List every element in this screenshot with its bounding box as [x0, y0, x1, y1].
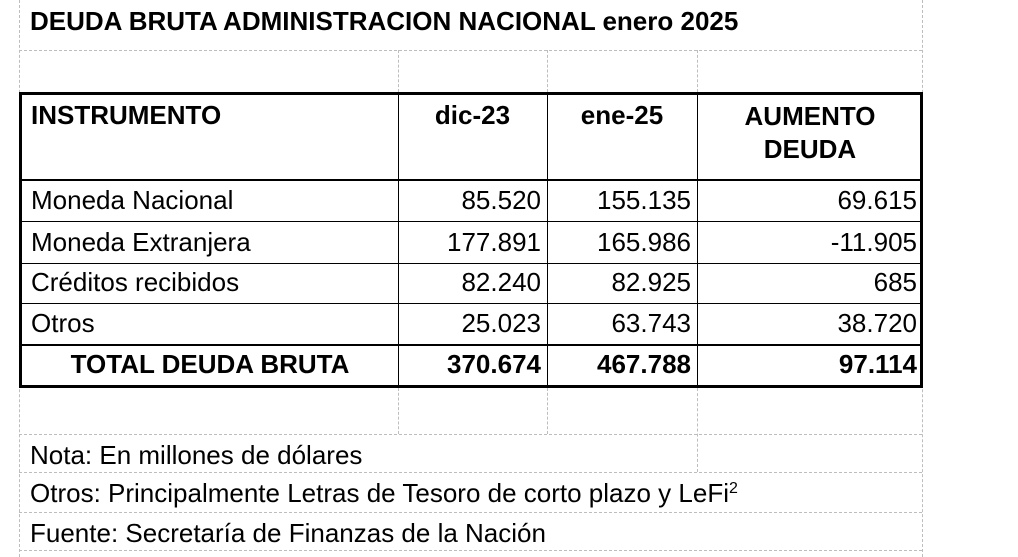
- grid-line: [19, 50, 922, 51]
- row-aumento: 685: [873, 267, 917, 297]
- grid-line: [697, 50, 698, 92]
- row-name: Otros: [31, 308, 95, 338]
- row-dic-23: 25.023: [461, 308, 541, 338]
- grid-line: [19, 512, 922, 513]
- header-dic-23: dic-23: [434, 100, 511, 130]
- page-title: DEUDA BRUTA ADMINISTRACION NACIONAL enero 2025: [30, 6, 739, 36]
- row-ene-25: 155.135: [597, 185, 691, 215]
- note-units: Nota: En millones de dólares: [30, 440, 363, 470]
- total-ene-25: 467.788: [597, 349, 691, 379]
- row-ene-25: 63.743: [611, 308, 691, 338]
- header-aumento: [697, 100, 923, 166]
- note-otros: [30, 478, 738, 509]
- total-label: TOTAL DEUDA BRUTA: [70, 349, 350, 379]
- grid-line: [19, 434, 922, 435]
- grid-line: [19, 472, 922, 473]
- row-dic-23: 85.520: [461, 185, 541, 215]
- row-dic-23: 177.891: [447, 227, 541, 257]
- note-source: Fuente: Secretaría de Finanzas de la Nación: [30, 518, 546, 548]
- note-otros-text: Otros: Principalmente Letras de Tesoro de corto plazo y LeFi: [30, 478, 729, 508]
- grid-line: [697, 388, 698, 472]
- total-divider: [22, 344, 920, 346]
- row-ene-25: 165.986: [597, 227, 691, 257]
- grid-line: [19, 550, 922, 551]
- row-ene-25: 82.925: [611, 267, 691, 297]
- row-dic-23: 82.240: [461, 267, 541, 297]
- header-divider: [22, 179, 920, 181]
- row-aumento: 69.615: [837, 185, 917, 215]
- grid-line: [398, 50, 399, 92]
- row-aumento: 38.720: [837, 308, 917, 338]
- row-aumento: -11.905: [830, 227, 917, 257]
- header-aumento-line1: AUMENTO: [744, 101, 876, 131]
- note-otros-superscript: 2: [728, 480, 738, 497]
- row-divider: [22, 221, 920, 222]
- grid-line: [547, 50, 548, 92]
- header-aumento-line2: DEUDA: [763, 134, 857, 164]
- header-ene-25: ene-25: [580, 100, 664, 130]
- row-name: Moneda Extranjera: [31, 227, 251, 257]
- total-dic-23: 370.674: [447, 349, 541, 379]
- grid-line: [547, 388, 548, 434]
- row-name: Moneda Nacional: [31, 185, 234, 215]
- row-name: Créditos recibidos: [31, 267, 240, 297]
- row-divider: [22, 263, 920, 264]
- total-aumento: 97.114: [838, 349, 917, 379]
- header-instrument: INSTRUMENTO: [31, 100, 222, 130]
- grid-line: [398, 388, 399, 434]
- row-divider: [22, 303, 920, 304]
- debt-table: [19, 92, 923, 388]
